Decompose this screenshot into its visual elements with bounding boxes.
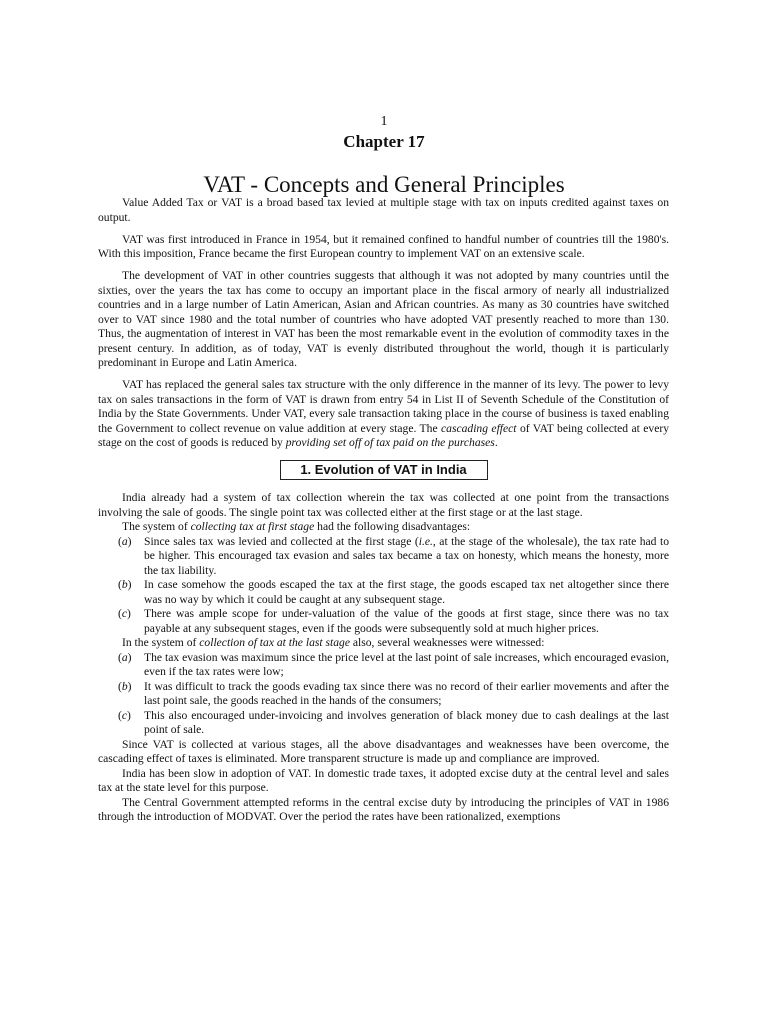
item-italic: i.e. (418, 534, 433, 548)
first-stage-item-c (98, 607, 669, 636)
page-title: VAT - Concepts and General Principles (203, 172, 565, 197)
last-stage-intro-text: In the system of (122, 636, 200, 649)
closing-paragraph-1: Since VAT is collected at various stages, all the above disadvantages and weaknesses have been overcome, the cascading effect of taxes is eliminated. More transparent structure is made up and compliance are improved. (98, 737, 669, 765)
closing-paragraph-2: India has been slow in adoption of VAT. In domestic trade taxes, it adopted excise duty at the central level and sales tax at the state level for this purpose. (98, 766, 669, 794)
intro-paragraph-1: Value Added Tax or VAT is a broad based tax levied at multiple stage with tax on inputs credited against taxes on output. (98, 196, 669, 224)
closing-paragraph-3: The Central Government attempted reforms in the central excise duty by introducing the principles of VAT in 1986 through the introduction of MODVAT. Over the period the rates have been rationalized, exemptions (98, 795, 669, 823)
evolution-paragraph: India already had a system of tax collection wherein the tax was collected at one point from the transactions involving the sale of goods. The single point tax was collected either at the first stage or at the last stage. (98, 491, 669, 519)
first-stage-item-a (98, 535, 669, 579)
last-stage-intro (98, 636, 669, 651)
evolution-section (98, 491, 669, 825)
intro-paragraph-3: The development of VAT in other countries suggests that although it was not adopted by many countries until the sixties, over the years the tax has come to occupy an important place in the fiscal armory of nearly all industrialized countries and in a large number of Latin American, Asian and African countries. As many as 30 countries have switched over to VAT since 1980 and the total number of countries who have adopted VAT presently reached to more than 130. Thus, the augmentation of interest in VAT has been the most remarkable event in the evolution of commodity taxes in the present century. In addition, as of today, VAT is evenly distributed throughout the world, though it is particularly predominant in Europe and Latin America. (98, 269, 669, 369)
item-label: (b) (118, 578, 132, 591)
first-stage-intro (98, 520, 669, 535)
last-stage-intro-tail: also, several weaknesses were witnessed: (349, 636, 545, 649)
last-stage-item-c (98, 709, 669, 738)
item-text: The tax evasion was maximum since the price level at the last point of sale increases, which encouraged evasion, even if the tax rates were low; (144, 650, 669, 678)
intro-paragraph-2: VAT was first introduced in France in 1954, but it remained confined to handful number of countries till the 1980's. With this imposition, France became the first European country to implement VAT on an extensive scale. (98, 232, 669, 260)
levy-text-2: of VAT being collected at every stage on the cost of goods is reduced by (98, 421, 669, 449)
levy-text-3: . (494, 436, 498, 449)
first-stage-intro-text: The system of (122, 520, 191, 533)
first-stage-intro-italic: collecting tax at first stage (190, 520, 315, 533)
item-text-tail: , at the stage of the wholesale), the tax rate had to be higher. This encouraged tax evasion and sales tax became a tax on honesty, which means the honesty, more the tax liability. (144, 534, 669, 577)
levy-italic-2: providing set off of tax paid on the purchases (285, 436, 495, 449)
section-heading-box: 1. Evolution of VAT in India (280, 460, 488, 481)
levy-italic-1: cascading effect (441, 421, 517, 435)
document-body (98, 196, 669, 825)
last-stage-item-b (98, 680, 669, 709)
first-stage-intro-tail: had the following disadvantages: (314, 520, 471, 533)
first-stage-item-b (98, 578, 669, 607)
item-label: (c) (118, 708, 131, 722)
item-text: In case somehow the goods escaped the tax at the first stage, the goods escaped tax net altogether since there was no way by which it could be caught at any subsequent stage. (144, 578, 669, 606)
item-label: (b) (118, 679, 132, 693)
item-label: (a) (118, 650, 132, 664)
item-text: This also encouraged under-invoicing and involves generation of black money due to cash dealings at the last point of sale. (144, 708, 669, 736)
item-text: There was ample scope for under-valuation of the value of the goods at first stage, since there was no tax payable at any subsequent stages, even if the goods were subsequently sold at much higher prices. (144, 607, 669, 635)
item-label: (c) (118, 607, 131, 620)
item-text: It was difficult to track the goods evading tax since there was no record of their earlier movements and after the last point sale, the goods reached in the hands of the consumers; (144, 679, 669, 707)
item-text: Since sales tax was levied and collected at the first stage ( (144, 534, 419, 548)
page-number: 1 (380, 114, 388, 129)
last-stage-intro-italic: collection of tax at the last stage (199, 636, 350, 649)
levy-text-1: VAT has replaced the general sales tax structure with the only difference in the manner of its levy. The power to levy tax on sales transactions in the form of VAT is drawn from entry 54 in List II of Seventh Schedule of the Constitution of India by the State Governments. Under VAT, every sale transaction taking place in the course of business is taxed enabling the Government to collect revenue on value addition at every stage. The (98, 378, 669, 435)
chapter-label: Chapter 17 (343, 132, 425, 151)
levy-paragraph (98, 378, 669, 451)
last-stage-item-a (98, 651, 669, 680)
item-label: (a) (118, 534, 132, 548)
